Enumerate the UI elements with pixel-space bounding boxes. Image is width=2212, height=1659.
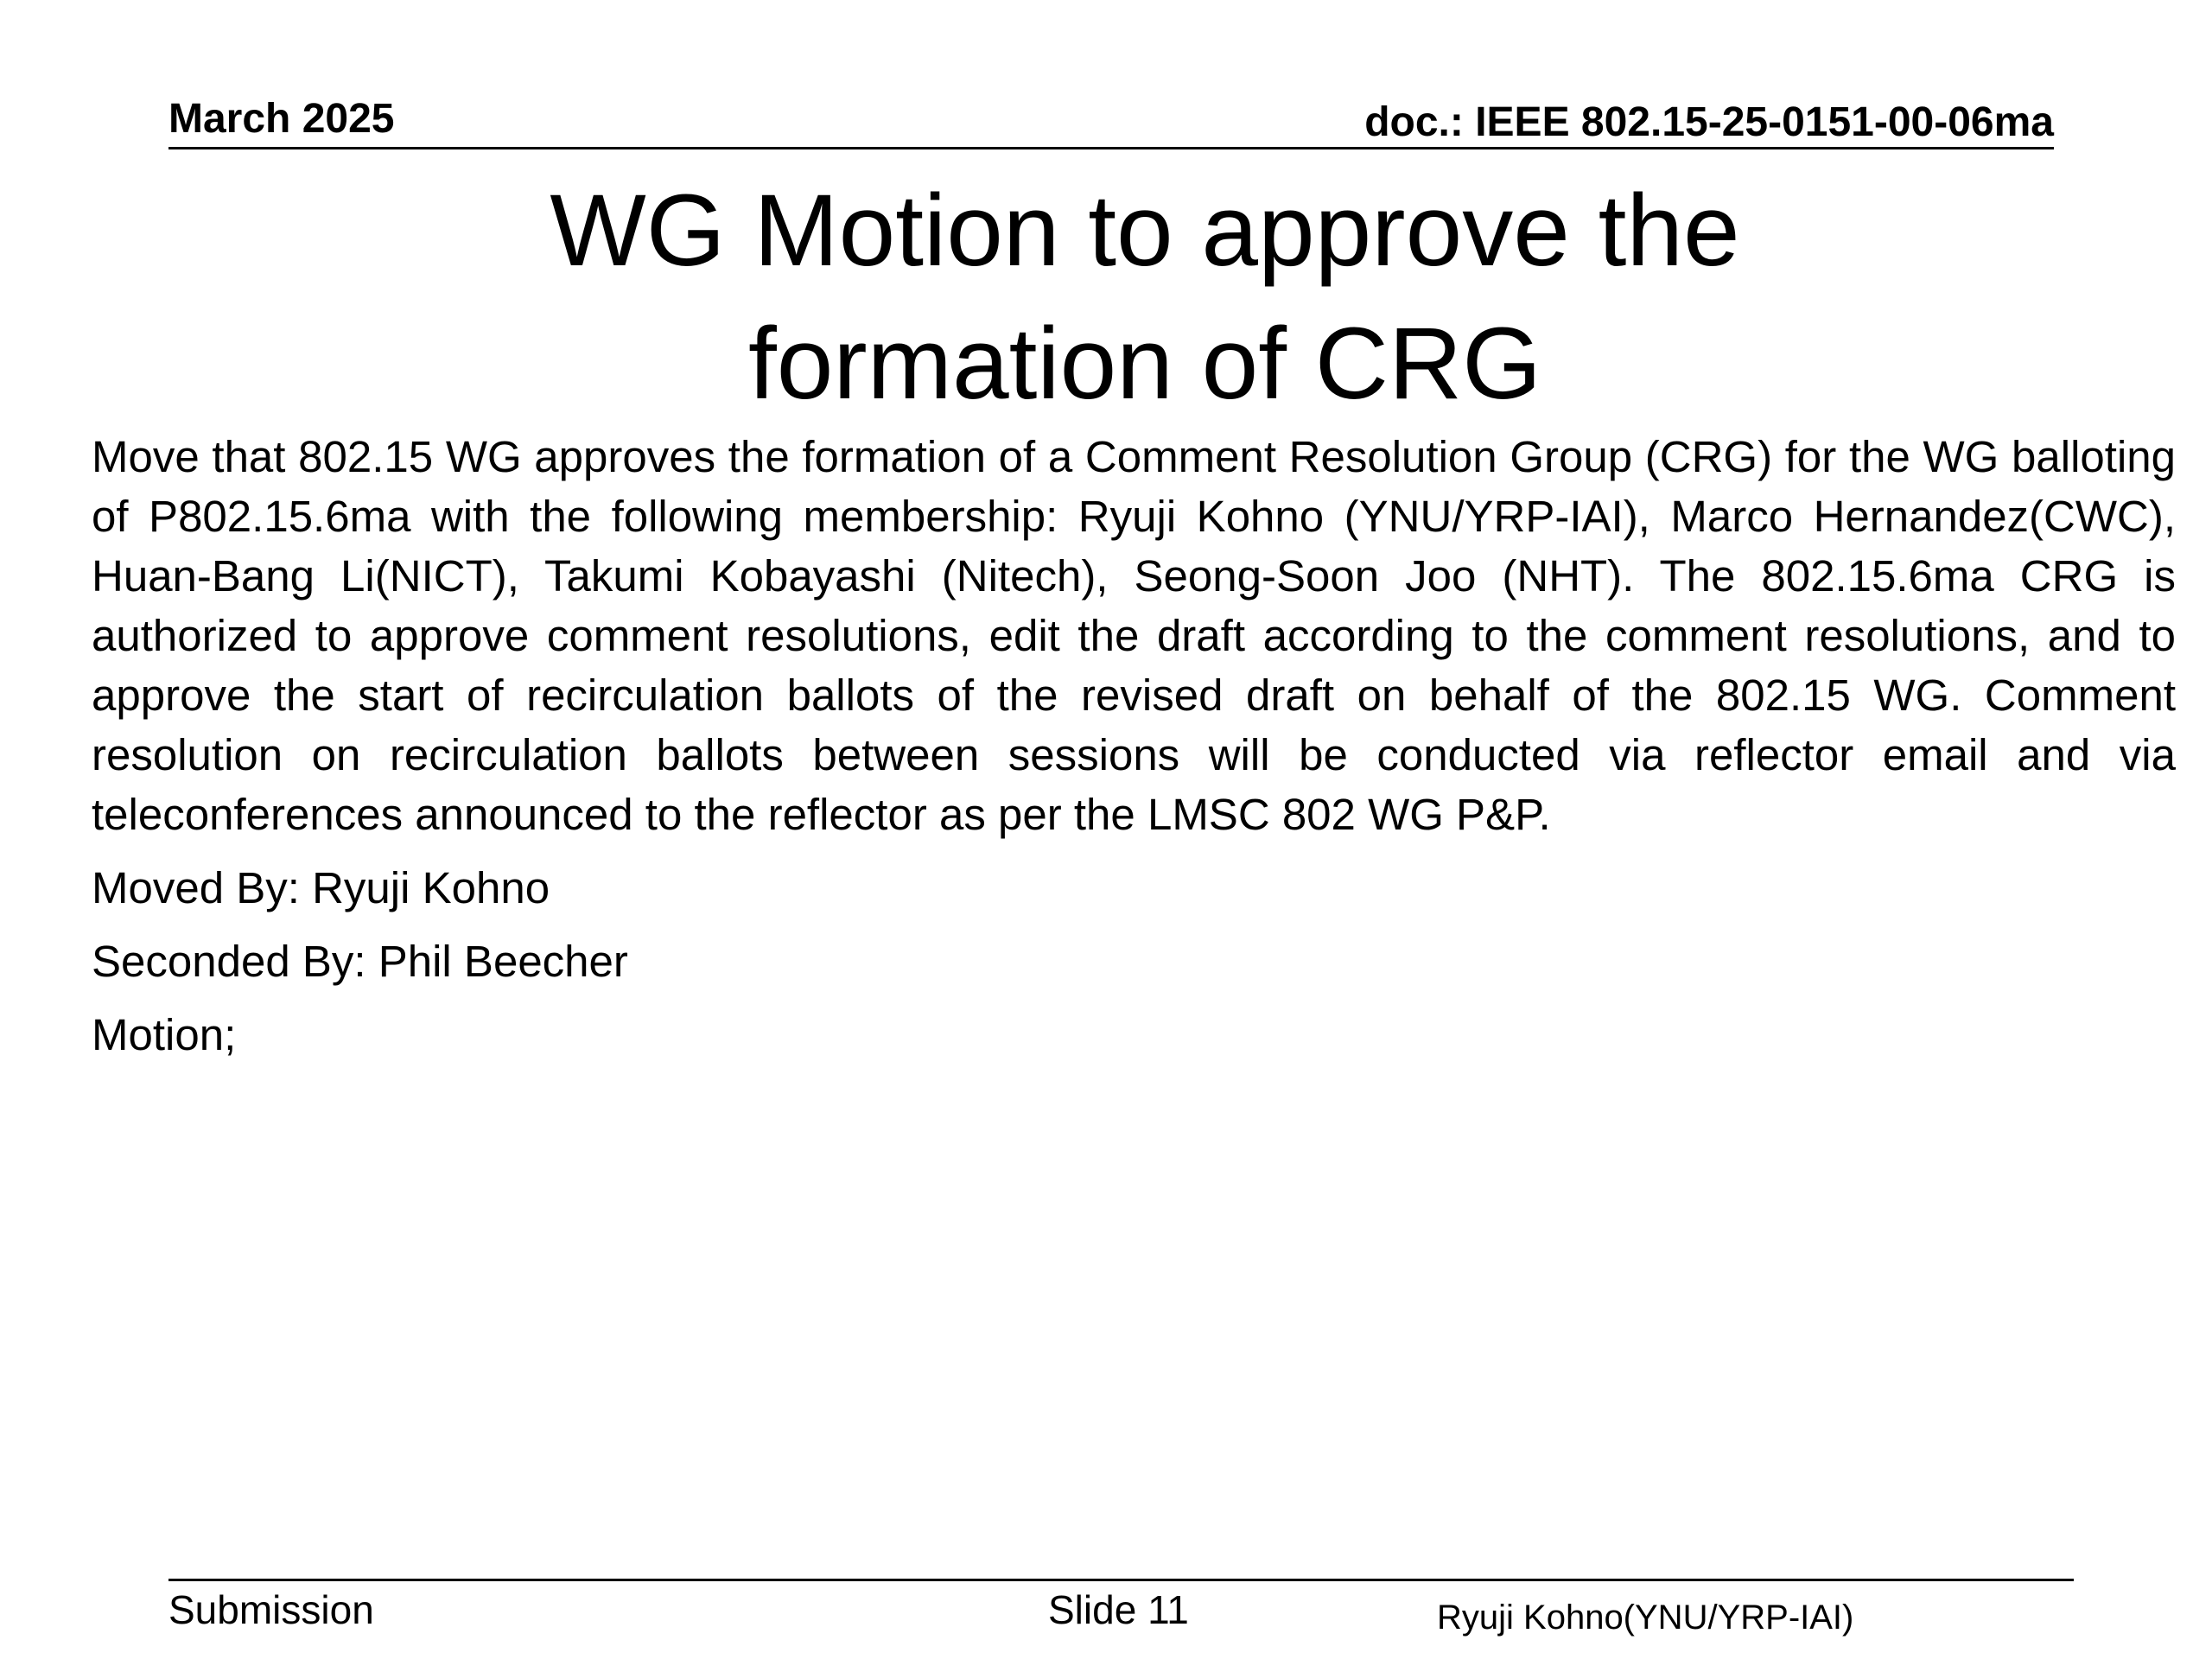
moved-by: Moved By: Ryuji Kohno [92, 863, 550, 912]
slide-title-line-1: WG Motion to approve the [550, 174, 1740, 288]
footer-author: Ryuji Kohno(YNU/YRP-IAI) [1437, 1599, 1854, 1637]
header-divider [168, 147, 2054, 149]
slide-body [92, 427, 2176, 1078]
slide-title-line-2: formation of CRG [747, 307, 1542, 421]
footer-submission: Submission [168, 1587, 374, 1632]
footer-slide-number: Slide 11 [1048, 1587, 1189, 1632]
motion-text: Move that 802.15 WG approves the formation of a Comment Resolution Group (CRG) for the WG balloting of P802.15.6ma with the following membership: Ryuji Kohno (YNU/YRP-IAI), Marco Hernandez(CWC), Huan-Bang Li(NICT), Takumi Kobayashi (Nitech), Seong-Soon Joo (NHT). The 802.15.6ma CRG is authorized to approve comment resolutions, edit the draft according to the comment resolutions, and to approve the start of recirculation ballots of the revised draft on behalf of the 802.15 WG. Comment resolution on recirculation ballots between sessions will be conducted via reflector email and via teleconferences announced to the reflector as per the LMSC 802 WG P&P. [92, 432, 2176, 839]
header-date: March 2025 [168, 96, 395, 142]
motion-label: Motion; [92, 1010, 237, 1059]
seconded-by: Seconded By: Phil Beecher [92, 937, 628, 986]
slide-title [168, 164, 2121, 430]
header-doc-id: doc.: IEEE 802.15-25-0151-00-06ma [1364, 99, 2054, 145]
footer-divider [168, 1579, 2074, 1581]
